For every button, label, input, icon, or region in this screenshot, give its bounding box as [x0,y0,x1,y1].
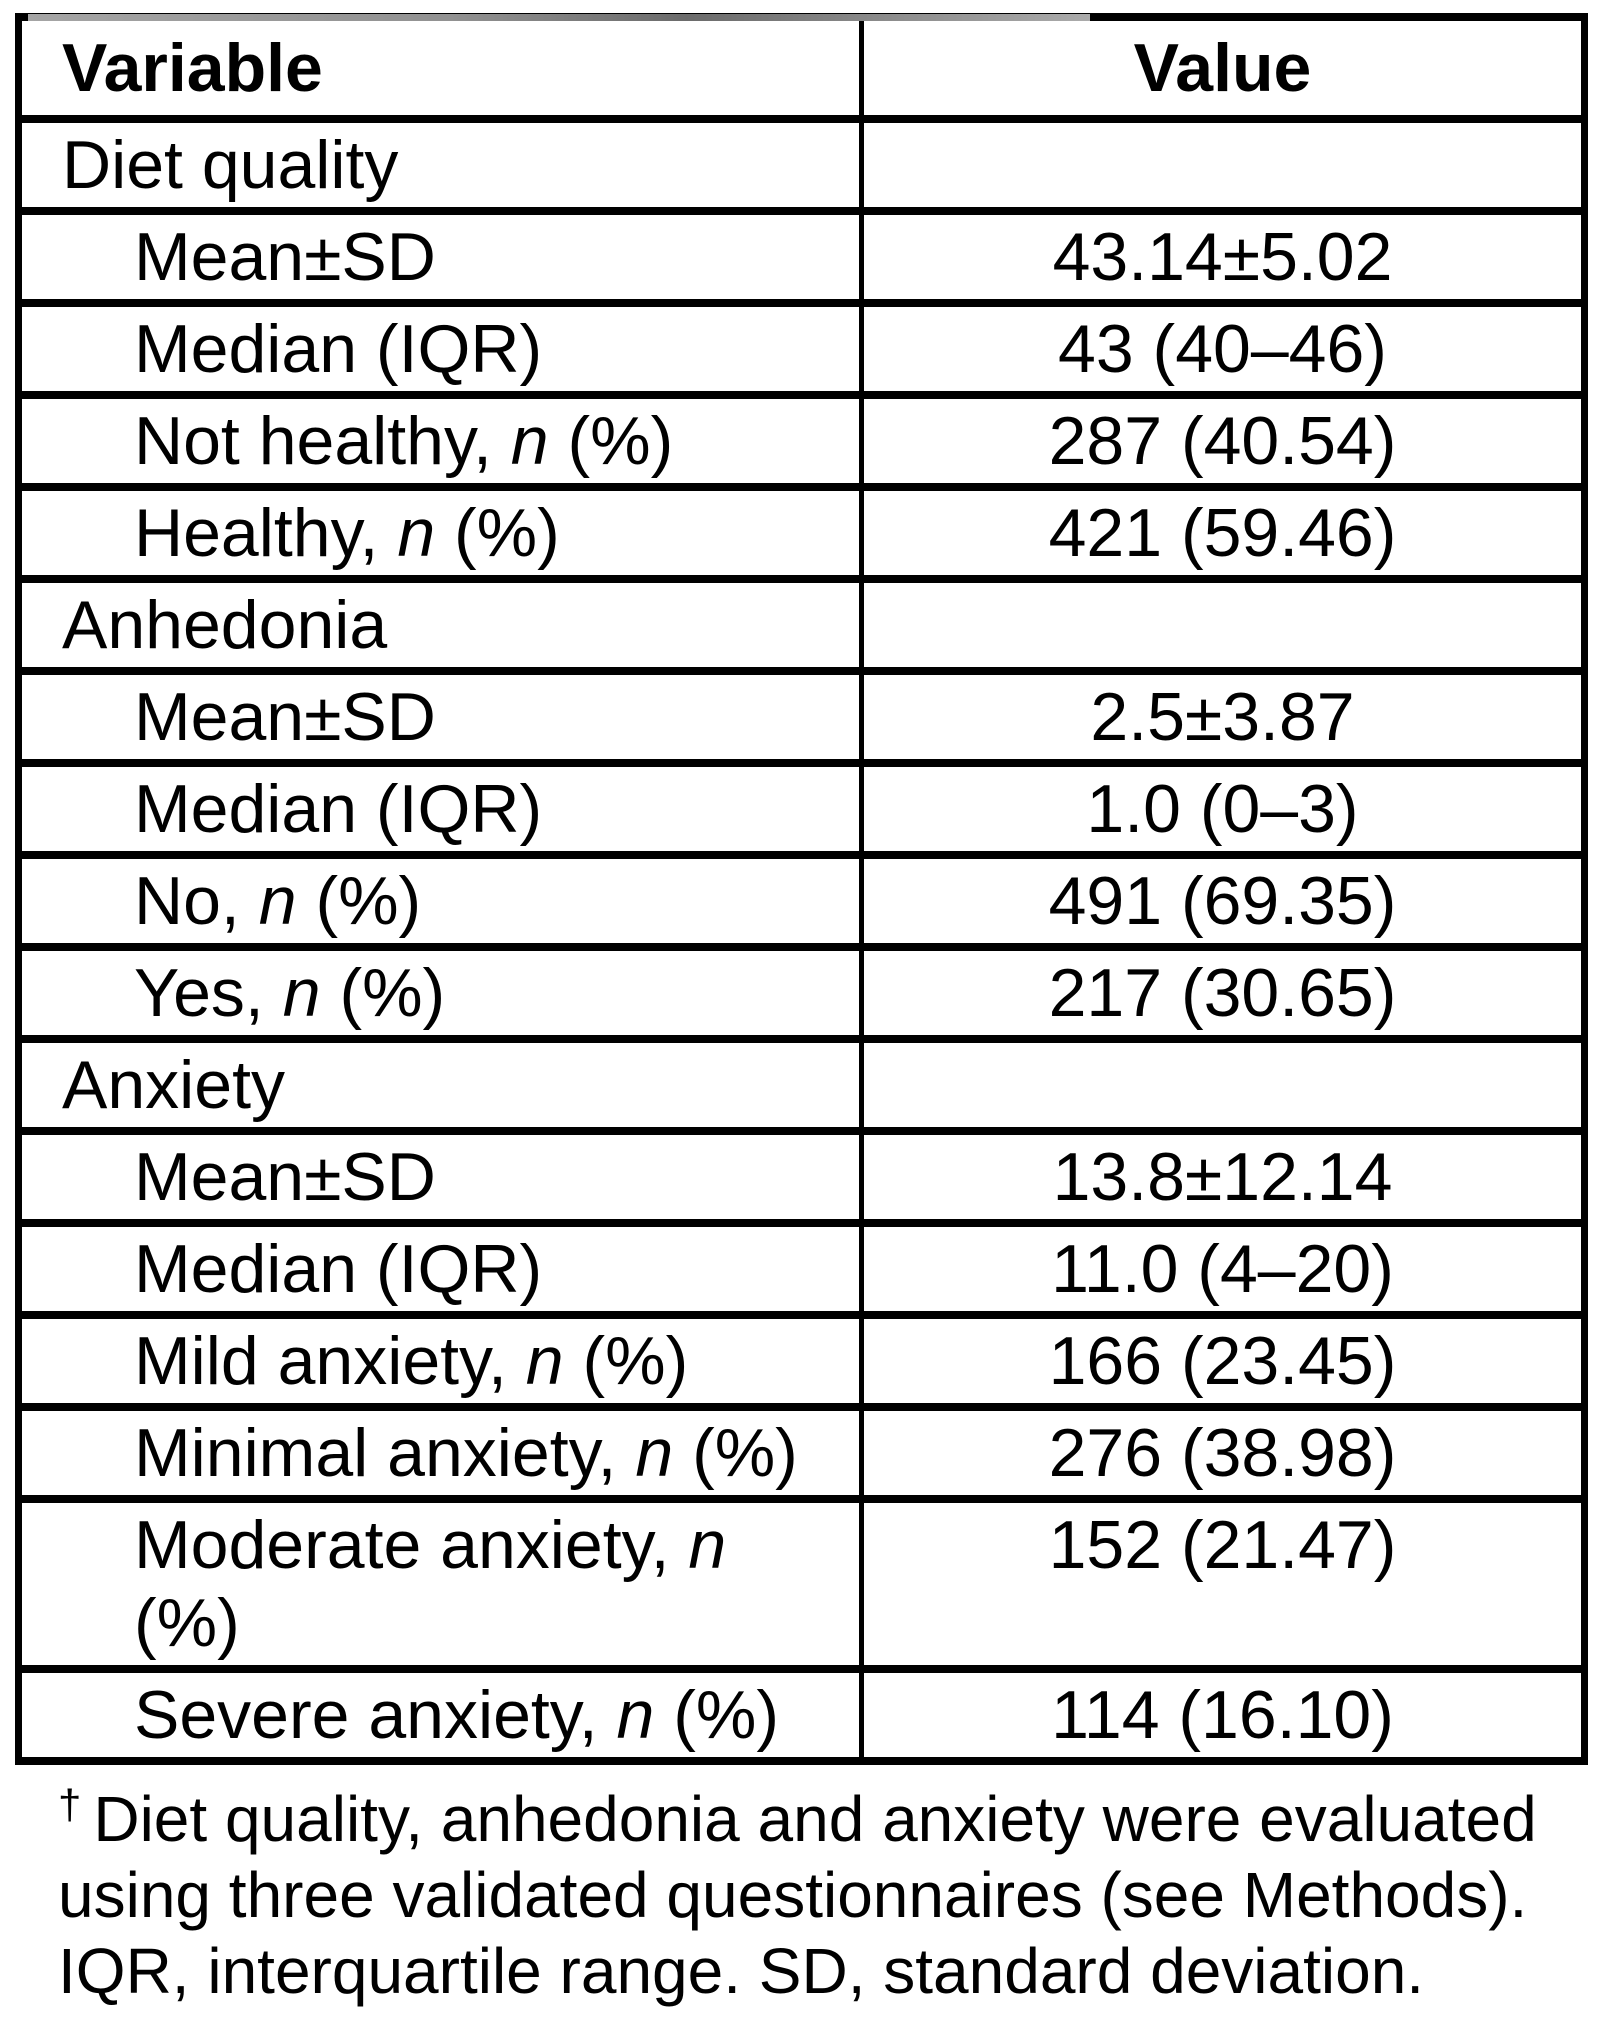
data-row [19,671,1585,763]
data-row [19,1315,1585,1407]
table-footnote [58,1781,1538,2009]
variable-cell: Diet quality [19,119,862,211]
variable-cell: Median (IQR) [19,763,862,855]
value-cell: 276 (38.98) [862,1407,1585,1499]
footnote-line-3: IQR, interquartile range. SD, standard deviation. [58,1935,1425,2007]
value-cell: 217 (30.65) [862,947,1585,1039]
dagger-symbol: † [58,1780,82,1828]
data-row [19,487,1585,579]
column-header-value: Value [862,17,1585,119]
data-row [19,1223,1585,1315]
data-row [19,1407,1585,1499]
footnote-text: Diet quality, anhedonia and anxiety were evaluated [93,1783,1537,1855]
page-root [0,13,1600,2023]
variable-cell: Healthy, n (%) [19,487,862,579]
data-row [19,947,1585,1039]
table-body [19,119,1585,1761]
value-cell: 114 (16.10) [862,1669,1585,1761]
value-cell: 11.0 (4–20) [862,1223,1585,1315]
variable-cell: Yes, n (%) [19,947,862,1039]
table-header-row [19,17,1585,119]
variable-cell: Moderate anxiety, n (%) [19,1499,862,1669]
data-row [19,211,1585,303]
italic-n: n [616,1677,655,1753]
italic-n: n [635,1415,674,1491]
variable-cell: Anxiety [19,1039,862,1131]
value-cell: 166 (23.45) [862,1315,1585,1407]
value-cell: 287 (40.54) [862,395,1585,487]
variable-cell: Mean±SD [19,671,862,763]
variable-cell: Mild anxiety, n (%) [19,1315,862,1407]
value-cell: 13.8±12.14 [862,1131,1585,1223]
value-cell: 43.14±5.02 [862,211,1585,303]
data-row [19,303,1585,395]
summary-table [15,13,1588,1765]
variable-cell: Median (IQR) [19,303,862,395]
value-cell: 43 (40–46) [862,303,1585,395]
value-cell: 152 (21.47) [862,1499,1585,1669]
scan-artifact-strip [28,14,1090,21]
footnote-line-2: using three validated questionnaires (see Methods). [58,1859,1528,1931]
data-row [19,763,1585,855]
data-row [19,1499,1585,1669]
footnote-line-1 [58,1781,1538,1857]
variable-cell: Median (IQR) [19,1223,862,1315]
variable-cell: Severe anxiety, n (%) [19,1669,862,1761]
data-row [19,1131,1585,1223]
data-row [19,395,1585,487]
italic-n: n [525,1323,564,1399]
section-row [19,579,1585,671]
italic-n: n [282,955,321,1031]
value-cell: 421 (59.46) [862,487,1585,579]
value-cell [862,1039,1585,1131]
column-header-variable: Variable [19,17,862,119]
data-row [19,855,1585,947]
variable-cell: Not healthy, n (%) [19,395,862,487]
value-cell: 2.5±3.87 [862,671,1585,763]
variable-cell: Mean±SD [19,1131,862,1223]
value-cell: 491 (69.35) [862,855,1585,947]
value-cell [862,579,1585,671]
data-row [19,1669,1585,1761]
italic-n: n [397,495,436,571]
variable-cell: Anhedonia [19,579,862,671]
section-row [19,119,1585,211]
variable-cell: Mean±SD [19,211,862,303]
value-cell [862,119,1585,211]
italic-n: n [258,863,297,939]
variable-cell: No, n (%) [19,855,862,947]
italic-n: n [510,403,549,479]
variable-cell: Minimal anxiety, n (%) [19,1407,862,1499]
italic-n: n [688,1507,727,1583]
value-cell: 1.0 (0–3) [862,763,1585,855]
section-row [19,1039,1585,1131]
